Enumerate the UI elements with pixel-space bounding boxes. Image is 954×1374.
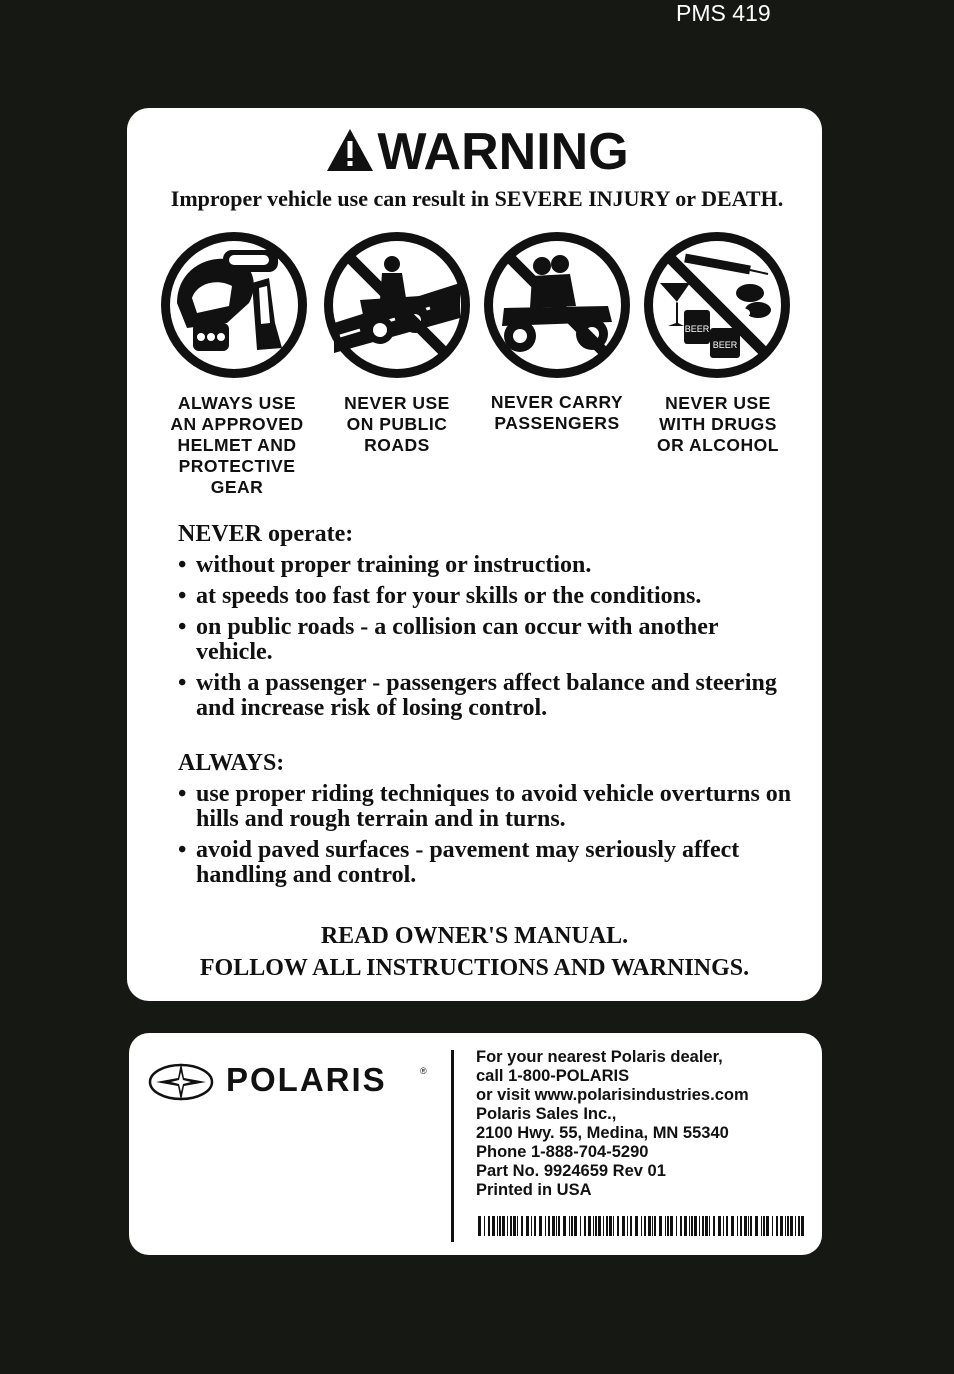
caption-line: OR ALCOHOL	[657, 435, 779, 455]
follow-instructions-line: FOLLOW ALL INSTRUCTIONS AND WARNINGS.	[199, 955, 750, 981]
read-manual-line: READ OWNER'S MANUAL.	[320, 923, 629, 949]
no-passengers-icon	[480, 228, 634, 382]
caption-line: ROADS	[364, 435, 430, 455]
contact-line: 2100 Hwy. 55, Medina, MN 55340	[476, 1124, 729, 1142]
caption-line: WITH DRUGS	[659, 414, 777, 434]
contact-line: Part No. 9924659 Rev 01	[476, 1162, 666, 1180]
caption-line: PASSENGERS	[494, 413, 620, 433]
never-item: • at speeds too fast for your skills or the conditions.	[178, 584, 798, 609]
contact-info	[476, 1048, 749, 1200]
icon-caption-roads	[317, 393, 477, 456]
no-drugs-alcohol-icon	[640, 228, 794, 382]
helmet-gear-icon	[157, 228, 311, 382]
never-item: • without proper training or instruction.	[178, 553, 798, 578]
caption-line: NEVER USE	[344, 393, 450, 413]
contact-line: or visit www.polarisindustries.com	[476, 1086, 749, 1104]
always-item: • use proper riding techniques to avoid vehicle overturns on hills and rough terrain and in turns.	[178, 782, 798, 832]
never-heading: NEVER operate:	[178, 521, 354, 547]
contact-line: call 1-800-POLARIS	[476, 1067, 630, 1085]
polaris-wordmark: POLARIS	[226, 1061, 387, 1098]
icon-caption-passengers	[477, 392, 637, 434]
caption-line: ALWAYS USE	[177, 393, 297, 413]
no-public-roads-icon	[320, 228, 474, 382]
warning-title-text: WARNING	[377, 123, 629, 181]
contact-line: Polaris Sales Inc.,	[476, 1105, 617, 1123]
caption-line: PROTECTIVE	[178, 456, 296, 476]
caption-line: ON PUBLIC	[346, 414, 448, 434]
always-heading: ALWAYS:	[178, 750, 285, 776]
icon-caption-drugs	[638, 393, 798, 456]
beer-can-label: BEER	[684, 324, 710, 334]
polaris-logo	[148, 1060, 428, 1109]
caption-line: GEAR	[210, 477, 264, 497]
warning-triangle-icon	[325, 127, 375, 173]
never-item: • on public roads - a collision can occur with another vehicle.	[178, 615, 798, 665]
always-item: • avoid paved surfaces - pavement may seriously affect handling and control.	[178, 838, 798, 888]
info-divider	[451, 1050, 454, 1242]
caption-line: HELMET AND	[177, 435, 297, 455]
never-item: • with a passenger - passengers affect balance and steering and increase risk of losing control.	[178, 671, 798, 721]
warning-subtitle: Improper vehicle use can result in SEVERE INJURY or DEATH.	[170, 186, 784, 211]
warning-title	[0, 122, 954, 182]
warning-body	[178, 522, 798, 894]
icon-caption-helmet	[157, 393, 317, 498]
caption-line: NEVER USE	[665, 393, 771, 413]
pms-color-label: PMS 419	[676, 0, 771, 26]
contact-line: Phone 1-888-704-5290	[476, 1143, 649, 1161]
barcode	[478, 1216, 805, 1236]
beer-can-label: BEER	[712, 340, 738, 350]
caption-line: AN APPROVED	[170, 414, 304, 434]
registered-mark: ®	[420, 1066, 427, 1076]
caption-line: NEVER CARRY	[490, 392, 624, 412]
contact-line: Printed in USA	[476, 1181, 592, 1199]
contact-line: For your nearest Polaris dealer,	[476, 1048, 723, 1066]
